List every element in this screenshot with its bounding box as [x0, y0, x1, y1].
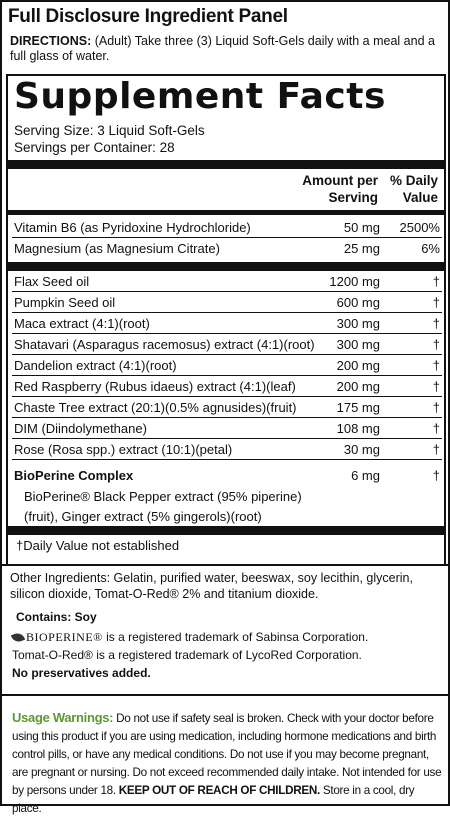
amount-header: Amount per Serving — [302, 173, 378, 205]
directions-text: (Adult) Take three (3) Liquid Soft-Gels daily with a meal and a full glass of water. — [10, 34, 435, 63]
ingredient-row: Flax Seed oil 1200 mg † — [12, 272, 442, 292]
serving-info — [14, 122, 205, 156]
bioperine-amount: 6 mg — [351, 468, 380, 483]
directions — [10, 34, 446, 64]
facts-title: Supplement Facts — [14, 76, 386, 117]
section-divider — [2, 694, 448, 696]
ingredient-row: Chaste Tree extract (20:1)(0.5% agnusides)(fruit) 175 mg † — [12, 398, 442, 418]
allergen-statement: Contains: Soy — [16, 610, 97, 624]
bioperine-logo: BIOPERINE® — [26, 630, 103, 644]
warnings-bold: KEEP OUT OF REACH OF CHILDREN. — [118, 784, 320, 797]
ingredient-row: Maca extract (4:1)(root) 300 mg † — [12, 314, 442, 334]
warnings-title: Usage Warnings: — [12, 710, 114, 725]
no-preservatives: No preservatives added. — [12, 666, 151, 680]
nutrient-row: Vitamin B6 (as Pyridoxine Hydrochloride) 50 mg 2500% — [12, 218, 442, 238]
header-divider — [8, 210, 444, 215]
trademark-bioperine: BIOPERINE® is a registered trademark of Sabinsa Corporation. — [12, 630, 368, 645]
thick-divider — [8, 262, 444, 271]
dv-footnote: †Daily Value not established — [16, 538, 180, 553]
ingredient-row: Dandelion extract (4:1)(root) 200 mg † — [12, 356, 442, 376]
section-divider — [2, 564, 448, 566]
bioperine-dv: † — [432, 468, 440, 483]
warnings-text: Do not use if safety seal is broken. Check with your doctor before using this product if you are using medication, including hormone medications and birth control pills, or have any medical conditions. Do not use if you may become pregnant, are pregnant or nursing. Do not exceed recommended daily intake. Not intended for use by persons under 18. — [12, 712, 442, 797]
ingredient-row: DIM (Diindolymethane) 108 mg † — [12, 419, 442, 439]
trademark-tomatored: Tomat-O-Red® is a registered trademark of LycoRed Corporation. — [12, 648, 362, 662]
panel-title: Full Disclosure Ingredient Panel — [8, 6, 288, 27]
warnings-tail: Store in a cool, dry place. — [12, 784, 415, 815]
serving-size: Serving Size: 3 Liquid Soft-Gels — [14, 123, 205, 138]
usage-warnings — [12, 709, 444, 818]
supplement-facts-box — [6, 74, 446, 566]
other-ingredients: Other Ingredients: Gelatin, purified water, beeswax, soy lecithin, glycerin, silicon dioxide, Tomat-O-Red® 2% and titanium dioxide. — [10, 571, 413, 601]
nutrient-row: Magnesium (as Magnesium Citrate) 25 mg 6% — [14, 241, 440, 256]
ingredient-row: Pumpkin Seed oil 600 mg † — [12, 293, 442, 313]
ingredient-row: Rose (Rosa spp.) extract (10:1)(petal) 30 mg † — [12, 440, 442, 460]
bioperine-title: BioPerine Complex — [14, 468, 134, 483]
thick-divider — [8, 526, 444, 535]
thick-divider — [8, 160, 444, 169]
dv-header: % Daily Value — [389, 173, 438, 205]
servings-per-container: Servings per Container: 28 — [14, 140, 175, 155]
directions-label: DIRECTIONS: — [10, 34, 92, 48]
ingredient-row: Shatavari (Asparagus racemosus) extract (4:1)(root) 300 mg † — [12, 335, 442, 355]
ingredient-row: Red Raspberry (Rubus idaeus) extract (4:1)(leaf) 200 mg † — [12, 377, 442, 397]
bioperine-description: BioPerine® Black Pepper extract (95% piperine) (fruit), Ginger extract (5% gingerols)(root) — [24, 489, 302, 524]
leaf-icon — [11, 631, 25, 644]
